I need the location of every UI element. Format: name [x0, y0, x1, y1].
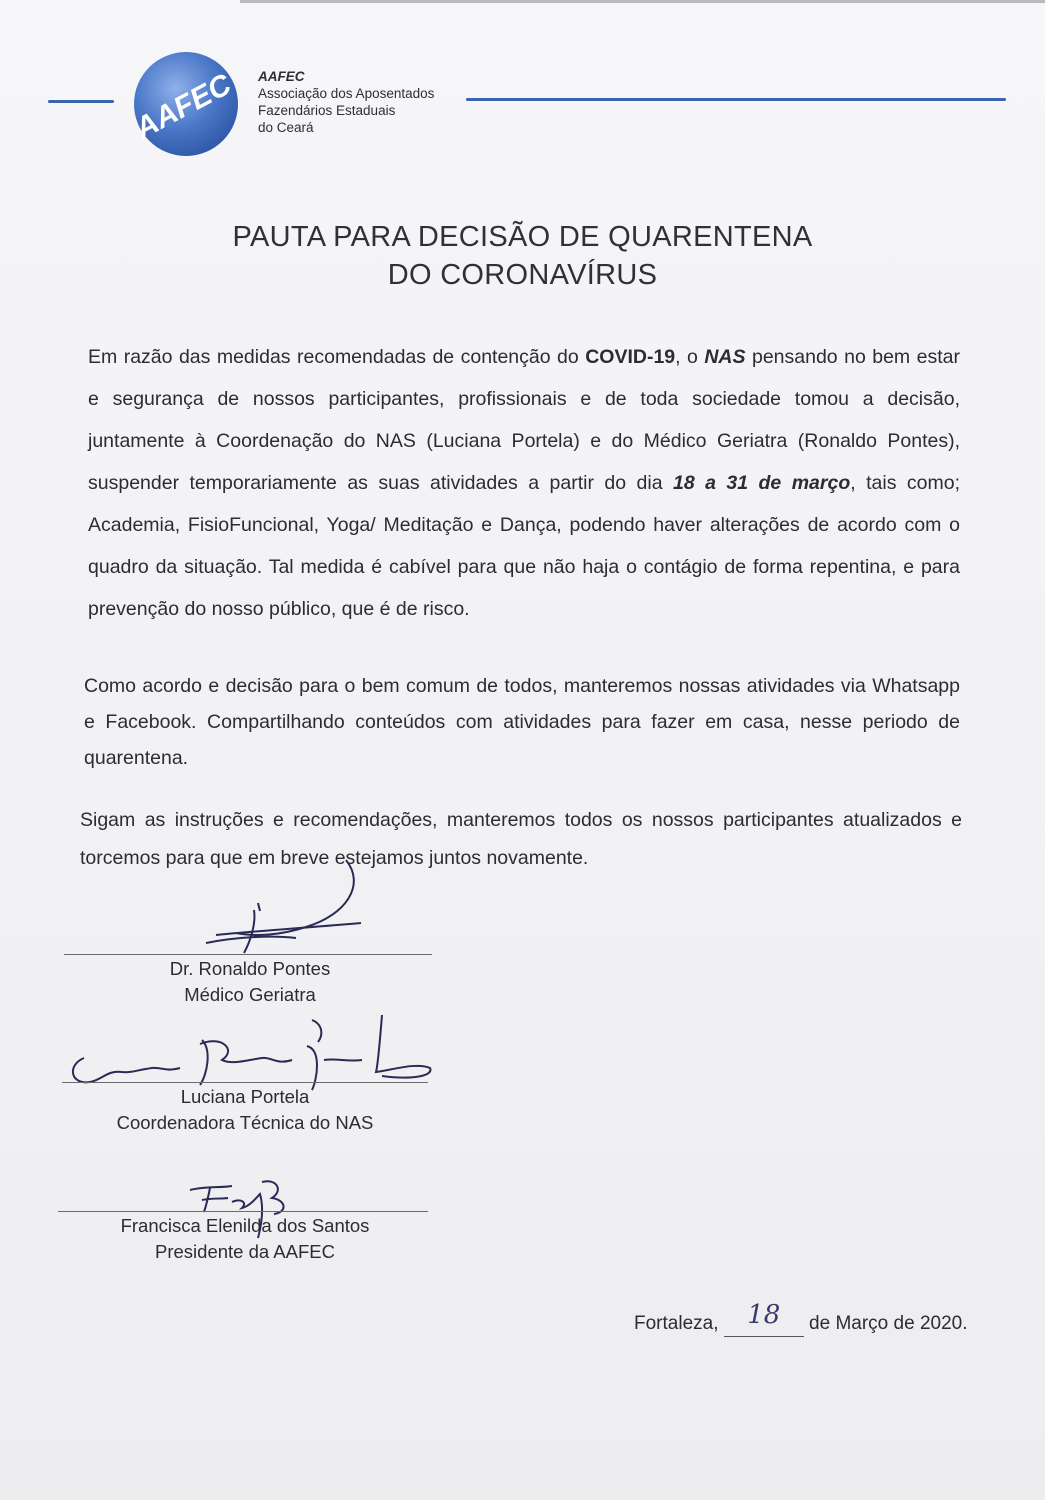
signature-1-line [64, 954, 432, 955]
signatory-role: Coordenadora Técnica do NAS [116, 1112, 374, 1133]
signatory-name: Luciana Portela [180, 1086, 310, 1107]
text-run: , tais como; Academia, FisioFuncional, Yoga/ Meditação e Dança, podendo haver alterações de acordo com o quadro da situação. Tal medida é cabível para que não haja o contágio de forma repentina, e para prevenção do nosso público, que é de risco. [88, 472, 960, 620]
signature-1-block [110, 956, 390, 1008]
date-city: Fortaleza, [634, 1313, 719, 1334]
covid-emphasis: COVID-19 [585, 346, 676, 368]
signatory-role: Presidente da AAFEC [155, 1241, 335, 1262]
text-run: , o [675, 346, 705, 368]
org-line: Fazendários Estaduais [258, 103, 396, 118]
paragraph-3: Sigam as instruções e recomendações, manteremos todos os nossos participantes atualizados e torcemos para que em breve estejamos juntos novamente. [80, 809, 962, 869]
title-line: PAUTA PARA DECISÃO DE QUARENTENA [232, 221, 813, 253]
title-line: DO CORONAVÍRUS [387, 259, 658, 291]
date-day: 18 [747, 1300, 781, 1330]
signature-3-block [90, 1213, 400, 1265]
signature-2-block [100, 1084, 390, 1136]
signatory-name: Francisca Elenilda dos Santos [120, 1215, 370, 1236]
signature-2-line [62, 1082, 428, 1083]
org-abbr: AAFEC [258, 69, 305, 84]
document-title [0, 218, 1045, 294]
nas-emphasis: NAS [704, 346, 746, 368]
text-run: Em razão das medidas recomendadas de contenção do [88, 346, 586, 368]
aafec-logo [120, 48, 250, 160]
logo-text: AAFEC [129, 67, 237, 146]
date-rest: de Março de 2020. [809, 1313, 968, 1334]
paper-edge [240, 0, 1045, 3]
signature-3-line [58, 1211, 428, 1212]
org-line: do Ceará [258, 120, 314, 135]
header-rule-left [48, 100, 114, 103]
date-line [634, 1300, 968, 1337]
signature-1-image [196, 805, 386, 955]
paragraph-1 [88, 336, 960, 630]
signatory-role: Médico Geriatra [184, 984, 316, 1005]
paragraph-2: Como acordo e decisão para o bem comum de todos, manteremos nossas atividades via Whatsapp e Facebook. Compartilhando conteúdos com atividades para fazer em casa, nesse periodo de quarentena. [84, 675, 960, 769]
header-rule-right [466, 98, 1006, 101]
dates-emphasis: 18 a 31 de março [672, 472, 851, 494]
text-run: pensando no bem estar e segurança de nossos participantes, profissionais e de toda sociedade tomou a decisão, juntamente à Coordenação do NAS (Luciana Portela) e do Médico Geriatra (Ronaldo Pontes), suspender temporariamente as suas atividades a partir do dia [88, 346, 960, 494]
signatory-name: Dr. Ronaldo Pontes [169, 958, 331, 979]
org-line: Associação dos Aposentados [258, 86, 435, 101]
org-block [258, 68, 434, 136]
date-day-field [724, 1300, 804, 1337]
